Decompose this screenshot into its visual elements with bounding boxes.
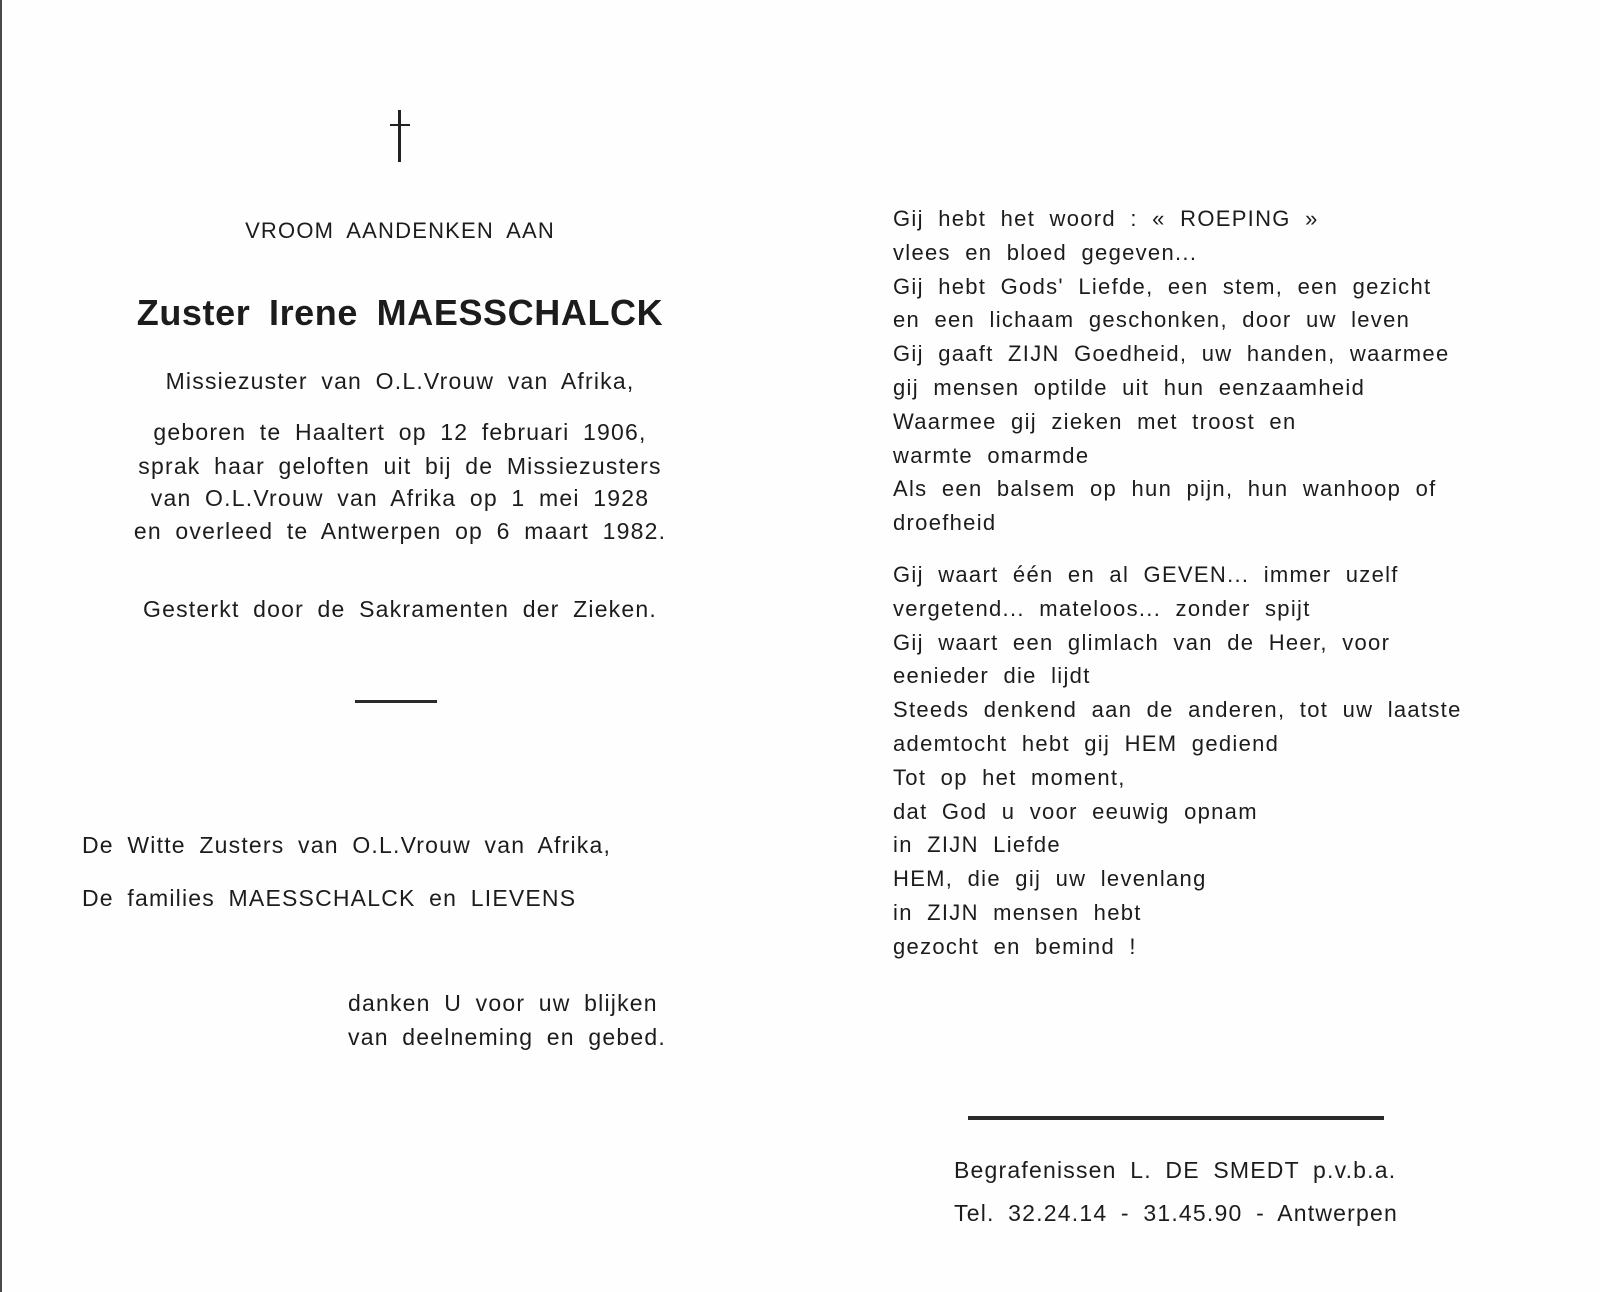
card-edge xyxy=(0,0,2,1292)
poem-line: Gij waart een glimlach van de Heer, voor xyxy=(893,629,1391,655)
left-divider xyxy=(355,700,437,703)
cross-icon xyxy=(390,110,410,166)
poem-line: gezocht en bemind ! xyxy=(893,933,1137,959)
role-line: Missiezuster van O.L.Vrouw van Afrika, xyxy=(165,368,635,394)
name-surname: MAESSCHALCK xyxy=(376,292,664,333)
family-line: De families MAESSCHALCK en LIEVENS xyxy=(82,885,577,911)
sacraments-line: Gesterkt door de Sakramenten der Zieken. xyxy=(143,596,657,622)
bio-line: geboren te Haaltert op 12 februari 1906, xyxy=(153,419,647,445)
poem-line: Gij waart één en al GEVEN... immer uzelf xyxy=(893,561,1399,587)
deceased-name xyxy=(80,292,720,334)
poem-line: droefheid xyxy=(893,510,997,536)
poem-line: en een lichaam geschonken, door uw leven xyxy=(893,307,1411,333)
bio-line: van O.L.Vrouw van Afrika op 1 mei 1928 xyxy=(150,485,650,511)
poem-line: eenieder die lijdt xyxy=(893,663,1091,689)
poem-line: Steeds denkend aan de anderen, tot uw laatste xyxy=(893,697,1462,723)
poem-line: gij mensen optilde uit hun eenzaamheid xyxy=(893,374,1366,400)
bio-line: sprak haar geloften uit bij de Missiezusters xyxy=(138,453,662,479)
name-prefix: Zuster Irene xyxy=(136,292,359,333)
bio-line: en overleed te Antwerpen op 6 maart 1982. xyxy=(133,518,667,544)
poem-line: Tot op het moment, xyxy=(893,764,1126,790)
footer-divider xyxy=(968,1116,1384,1120)
poem-line: warmte omarmde xyxy=(893,442,1090,468)
undertaker-contact: Tel. 32.24.14 - 31.45.90 - Antwerpen xyxy=(954,1200,1399,1226)
poem-line: in ZIJN mensen hebt xyxy=(893,899,1142,925)
memorial-heading: VROOM AANDENKEN AAN xyxy=(245,218,555,243)
undertaker-name: Begrafenissen L. DE SMEDT p.v.b.a. xyxy=(954,1157,1397,1183)
poem xyxy=(893,202,1533,964)
poem-line: ademtocht hebt gij HEM gediend xyxy=(893,730,1280,756)
stanza-gap xyxy=(893,540,1533,558)
thanks-line: danken U voor uw blijken xyxy=(348,990,658,1016)
poem-line: vergetend... mateloos... zonder spijt xyxy=(893,595,1311,621)
poem-line: dat God u voor eeuwig opnam xyxy=(893,798,1258,824)
poem-line: Gij hebt het woord : « ROEPING » xyxy=(893,206,1319,231)
poem-line: Waarmee gij zieken met troost en xyxy=(893,408,1297,434)
poem-line: in ZIJN Liefde xyxy=(893,832,1061,858)
poem-line: Gij hebt Gods' Liefde, een stem, een gezicht xyxy=(893,273,1432,299)
poem-line: vlees en bloed gegeven... xyxy=(893,239,1198,265)
poem-line: Gij gaaft ZIJN Goedheid, uw handen, waarmee xyxy=(893,341,1450,367)
poem-line: Als een balsem op hun pijn, hun wanhoop of xyxy=(893,476,1437,502)
family-line: De Witte Zusters van O.L.Vrouw van Afrika, xyxy=(82,832,612,858)
thanks-line: van deelneming en gebed. xyxy=(348,1024,666,1050)
poem-line: HEM, die gij uw levenlang xyxy=(893,866,1207,892)
